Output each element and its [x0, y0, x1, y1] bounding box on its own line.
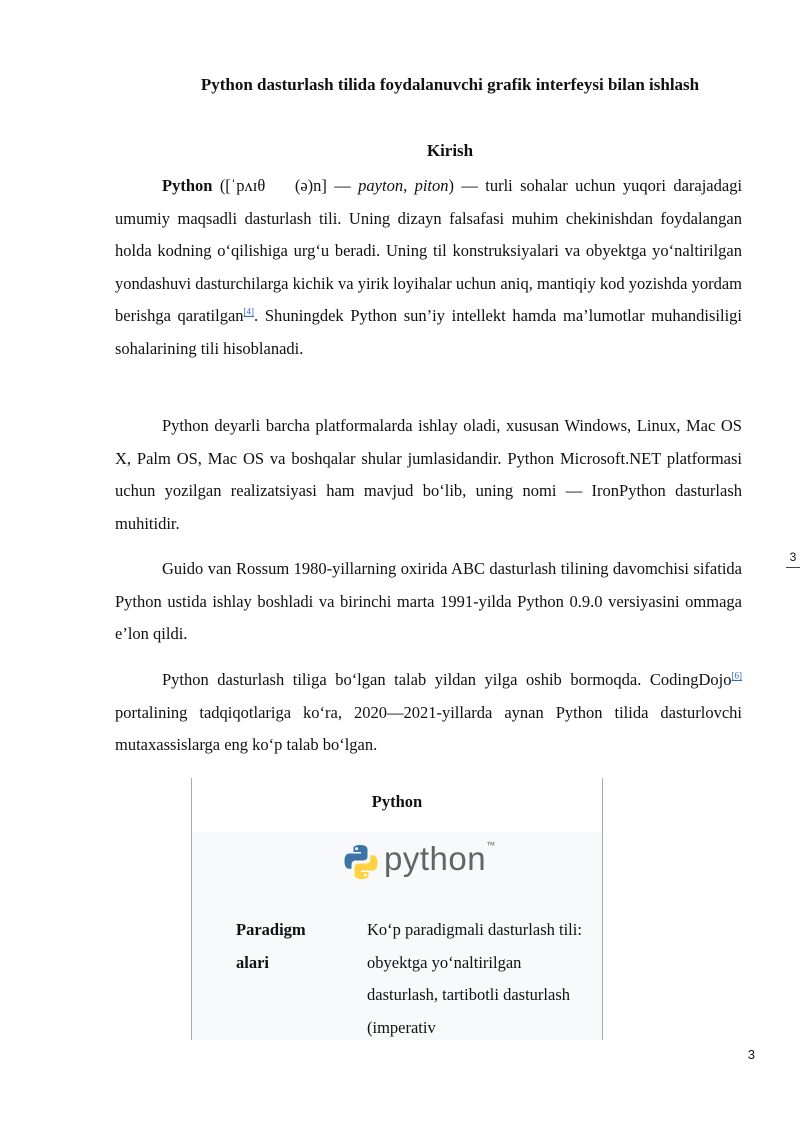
infobox-row-label: Paradigm alari — [236, 920, 306, 972]
margin-page-number: 3 — [786, 550, 800, 568]
pronunciation-b: (ə)n] — — [294, 176, 359, 195]
document-title: Python dasturlash tilida foydalanuvchi grafik interfeysi bilan ishlash — [200, 75, 700, 94]
paragraph-platforms-text: Python deyarli barcha platformalarda ishlay oladi, xususan Windows, Linux, Mac OS X, Palm OS, Mac OS va boshqalar shular jumlasidandir. Python Microsoft.NET platformasi uchun yozilgan realizatsiyasi ham mavjud boʻlib, uning nomi — IronPython dasturlash muhitidir. — [115, 416, 742, 533]
paragraph-history — [115, 553, 742, 651]
paragraph-demand-text: Python dasturlash tiliga boʻlgan talab yildan yilga oshib bormoqda. CodingDojo — [162, 670, 732, 689]
paragraph-demand — [115, 664, 742, 762]
infobox-title: Python — [371, 792, 423, 811]
infobox-header — [192, 778, 602, 832]
infobox-row-value: Koʻp paradigmali dasturlash tili: obyektga yoʻnaltirilgan dasturlash, tartibotli dasturlash (imperativ — [367, 920, 582, 1037]
python-alt-names: payton, piton — [358, 176, 449, 195]
python-snakes-logo-icon — [342, 843, 380, 881]
paragraph-intro-text: ) — turli sohalar uchun yuqori darajadagi umumiy maqsadli dasturlash tili. Uning dizayn falsafasi muhim chekinishdan foydalangan holda kodning oʻqilishiga urgʻu beradi. Uning til konstruksiyalari va obyektga yoʻnaltirilgan yondashuvi dasturchilarga kichik va yirik loyihalar uchun aniq, mantiqiy kod yozishda yordam berishga qaratilgan — [115, 176, 743, 325]
page-number: 3 — [747, 1047, 755, 1062]
python-infobox — [191, 778, 603, 1040]
pronunciation-a: ([ˈpʌɪθ — [212, 176, 266, 195]
python-logo — [342, 842, 497, 882]
paragraph-intro — [115, 170, 742, 365]
python-bold-lead: Python — [162, 176, 213, 195]
citation-link-4[interactable]: [4] — [243, 306, 255, 317]
python-logo-wordmark: python™ — [384, 840, 496, 877]
paragraph-demand-text-end: portalining tadqiqotlariga koʻra, 2020—2021-yillarda aynan Python tilida dasturlovchi mutaxassislarga eng koʻp talab boʻlgan. — [115, 702, 742, 754]
paragraph-platforms — [115, 410, 742, 540]
paragraph-intro-text-end: . Shuningdek Python sun’iy intellekt hamda ma’lumotlar muhandisiligi sohalarining tili hisoblanadi. — [115, 306, 742, 358]
citation-link-6[interactable]: [6] — [731, 670, 742, 681]
paragraph-history-text: Guido van Rossum 1980-yillarning oxirida ABC dasturlash tilining davomchisi sifatida Python ustida ishlay boshladi va birinchi marta 1991-yilda Python 0.9.0 versiyasini ommaga e’lon qildi. — [115, 559, 742, 643]
section-title: Kirish — [426, 141, 474, 160]
